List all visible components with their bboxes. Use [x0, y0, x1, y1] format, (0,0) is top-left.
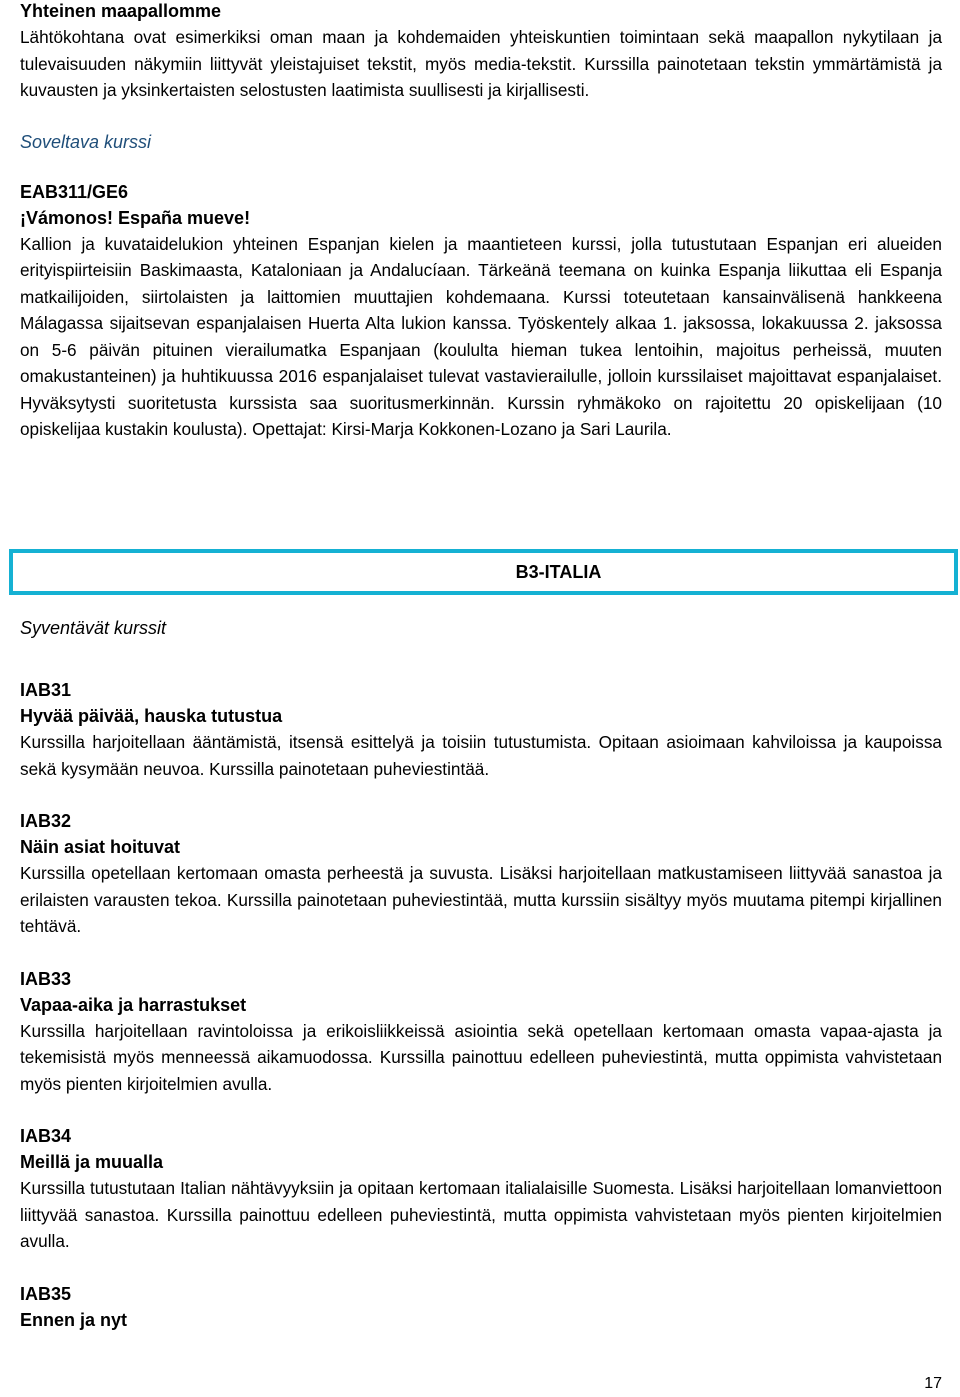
- course-name: Meillä ja muualla: [20, 1152, 164, 1172]
- course-code: IAB33: [20, 968, 72, 989]
- banner-label: B3-ITALIA: [515, 562, 602, 582]
- page-number: 17: [924, 1375, 942, 1392]
- course-code: IAB34: [20, 1126, 72, 1146]
- course-description: Kurssilla opetellaan kertomaan omasta perheestä ja suvusta. Lisäksi harjoitellaan matkustamiseen liittyvää sanastoa ja erilaisten varausten tekoa. Kurssilla painotetaan puheviestintää, mutta kurssiin sisältyy myös muutama pitempi kirjallinen tehtävä.: [20, 863, 942, 936]
- course-name: Vapaa-aika ja harrastukset: [20, 994, 247, 1015]
- course-code: EAB311/GE6: [20, 181, 129, 202]
- course-name: Näin asiat hoituvat: [20, 837, 181, 857]
- course-description: Kurssilla harjoitellaan ääntämistä, itsensä esittelyä ja toisiin tutustumista. Opitaan asioimaan kahviloissa ja kaupoissa sekä kysymään neuvoa. Kurssilla painotetaan puheviestintää.: [20, 732, 942, 779]
- section-title: Yhteinen maapallomme: [20, 1, 222, 21]
- course-description: Kurssilla harjoitellaan ravintoloissa ja erikoisliikkeissä asiointia sekä opetellaan kertomaan omasta vapaa-ajasta ja tekemisistä myös menneessä aikamuodossa. Kurssilla painottuu edelleen puheviestintä, mutta oppimista vahvistetaan myös pienten kirjoitelmien avulla.: [20, 1020, 942, 1094]
- course-name: Hyvää päivää, hauska tutustua: [20, 706, 283, 726]
- intro-paragraph: Lähtökohtana ovat esimerkiksi oman maan ja kohdemaiden yhteiskuntien toimintaan sekä maapallon nykytilaan ja tulevaisuuden näkymiin liittyvät yleistajuiset tekstit, myös media-tekstit. Kurssilla painotetaan tekstin ymmärtämistä ja kuvausten ja yksinkertaisten selostusten laatimista suullisesti ja kirjallisesti.: [20, 27, 942, 100]
- course-block: [20, 808, 942, 940]
- course-code: IAB35: [20, 1283, 72, 1304]
- course-code: IAB32: [20, 811, 72, 831]
- advanced-section: [20, 618, 942, 1333]
- course-block: [20, 677, 942, 782]
- course-description: Kurssilla tutustutaan Italian nähtävyyksiin ja opitaan kertomaan italialaisille Suomesta. Lisäksi harjoitellaan lomanviettoon liittyvää sanastoa. Kurssilla painottuu edelleen puheviestintä, mutta oppimista vahvistetaan myös pienten kirjoitelmien avulla.: [20, 1178, 942, 1251]
- course-block: [20, 1281, 942, 1333]
- course-name: Ennen ja nyt: [20, 1309, 128, 1330]
- advanced-heading: Syventävät kurssit: [20, 618, 167, 638]
- course-block: [20, 1123, 942, 1255]
- course-block: [20, 966, 942, 1098]
- course-description: Kallion ja kuvataidelukion yhteinen Espanjan kielen ja maantieteen kurssi, jolla tutustutaan Espanjan eri alueiden erityispiirteisiin Baskimaasta, Kataloniaan ja Andalucíaan. Tärkeänä teemana on kuinka Espanja liikuttaa eli Espanja matkailijoiden, siirtolaisten ja laittomien muuttajien kohdemaana. Kurssi toteutetaan kansainvälisenä hankkeena Málagassa sijaitsevan espanjalaisen Huerta Alta lukion kanssa. Työskentely alkaa 1. jaksossa, lokakuussa 2. jaksossa on 5-6 päivän pituinen vierailumatka Espanjaan (koululta hieman tukea lentoihin, majoitus perheissä, muuten omakustanteinen) ja huhtikuussa 2016 espanjalaiset tulevat vastavierailulle, jolloin kurssilaiset majoittavat espanjalaiset. Hyväksytysti suoritetusta kurssista saa suoritusmerkinnän. Kurssin ryhmäkoko on rajoitettu 20 opiskelijaan (10 opiskelijaa kustakin koulusta). Opettajat: Kirsi-Marja Kokkonen-Lozano ja Sari Laurila.: [20, 233, 942, 439]
- intro-section: [20, 0, 942, 443]
- applied-heading: Soveltava kurssi: [20, 131, 152, 152]
- course-code: IAB31: [20, 680, 72, 700]
- section-banner: [9, 549, 958, 595]
- course-name: ¡Vámonos! España mueve!: [20, 207, 251, 228]
